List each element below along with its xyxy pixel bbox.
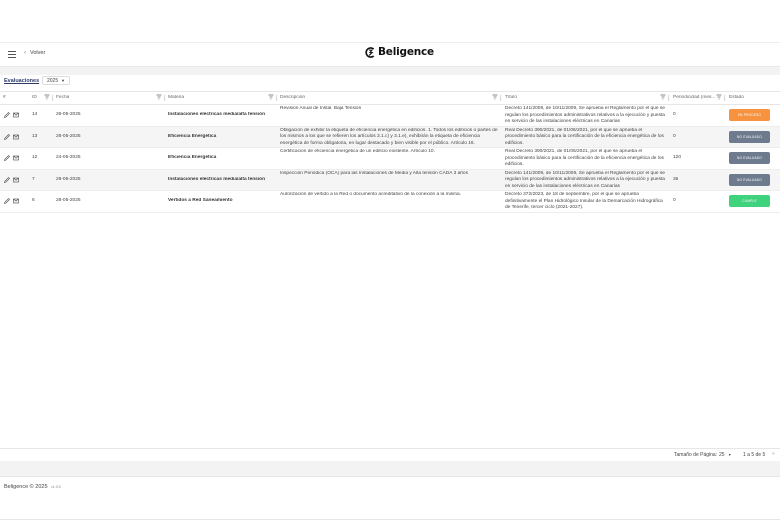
cell-id: 13 [32,133,38,139]
cell-materia: Instalaciones eléctricas media/alta tensión [168,112,266,117]
table-row[interactable] [0,170,780,192]
grid-header [0,92,780,105]
filter-icon[interactable] [44,94,50,100]
year-value: 2025 [47,77,59,84]
app-footer [0,476,780,520]
col-header-hash: # [3,95,6,100]
cell-id: 12 [32,155,38,160]
mail-icon[interactable] [13,198,19,204]
mail-icon[interactable] [13,177,19,183]
cell-titulo: Real Decreto 390/2021, de 01/06/2021, por el que se aprueba el procedimiento básico para la certificación de la eficiencia energética de los edificios. [505,127,664,146]
toolbar [0,75,780,91]
table-row[interactable] [0,148,780,170]
cell-fecha: 28-05-2025 [56,198,81,203]
chevron-down-icon: ▼ [61,78,65,83]
cell-titulo: Decreto 141/2009, de 10/11/2009, Se aprueba el Reglamento por el que se regulan los procedimientos administrativos relativos a la ejecución y puesta en servicio de las instalaciones eléctricas en Canarias [505,106,665,124]
cell-materia: Eficiencia Energética [168,133,217,139]
edit-icon[interactable] [4,112,10,118]
cell-id: 14 [32,112,38,117]
status-badge: NO EVALUADO [729,131,770,143]
cell-fecha: 29-05-2025 [56,176,81,182]
col-header-titulo[interactable]: Título [505,95,517,100]
page-size-value: 25 [719,452,725,458]
cell-descripcion: Autorización de vertido a la Red o documento acreditativo de la conexión a la misma. [280,192,462,197]
status-badge: CUMPLE [729,195,770,207]
col-header-fecha[interactable]: Fecha [56,95,70,100]
tab-evaluaciones[interactable]: Evaluaciones [4,78,40,84]
cell-materia: Vertidos a Red Saneamiento [168,198,233,203]
separator-band [0,67,780,75]
copyright-label: Beligence © 2025 [4,484,48,490]
version-label: v1.0.6 [51,485,61,489]
cell-id: 7 [32,176,35,182]
filter-icon[interactable] [492,94,498,100]
column-separator[interactable] [500,95,501,101]
cell-periodicidad: 120 [673,155,682,160]
cell-materia: Instalaciones eléctricas media/alta tensión [168,176,266,182]
cell-fecha: 26-05-2025 [56,133,81,139]
cell-descripcion: Obligación de exhibir la etiqueta de eficiencia energética en edificios. 1. Todos los edificios o partes de los mismos a los que se refieren los artículos 3.1.c) y 3.1.e), exhibirán la etiqueta de eficiencia energética de forma obligatoria, en lugar destacado y bien visible por el público. Artículo 16. [280,127,498,146]
cell-id: 6 [32,198,35,203]
logo-text: Beligence [378,46,434,58]
table-row[interactable] [0,127,780,149]
column-separator[interactable] [668,95,669,101]
cell-titulo: Decreto 372/2023, de 18 de septiembre, por el que se aprueba definitivamente el Plan Hidrológico Insular de la Demarcación Hidrográfica de Tenerife, tercer ciclo (2021-2027). [505,192,663,210]
cell-periodicidad: 0 [673,112,676,117]
edit-icon[interactable] [4,134,10,140]
cell-titulo: Real Decreto 390/2021, de 01/06/2021, por el que se aprueba el procedimiento básico para la certificación de la eficiencia energética de los edificios. [505,149,664,167]
next-page-icon[interactable]: » [772,451,775,457]
cell-descripcion: Revisión Anual de Instal. Baja Tensión [280,106,362,111]
top-strip [0,0,780,43]
table-row[interactable] [0,105,780,127]
edit-icon[interactable] [4,198,10,204]
cell-fecha: 24-05-2025 [56,155,81,160]
column-separator[interactable] [164,95,165,101]
status-badge: NO EVALUADO [729,174,770,186]
page-size-select[interactable] [719,452,731,458]
back-label: Volver [30,50,46,56]
mail-icon[interactable] [13,155,19,161]
filter-icon[interactable] [716,94,722,100]
col-header-estado[interactable]: Estado [729,95,744,100]
page-range: 1 a 5 de 5 [743,452,766,458]
separator-band [0,461,780,476]
column-separator[interactable] [52,95,53,101]
chevron-down-icon: ▼ [727,453,732,457]
pagination-bar [0,448,780,461]
column-separator[interactable] [276,95,277,101]
year-select[interactable] [42,76,70,85]
filter-icon[interactable] [156,94,162,100]
copyright-text [4,484,61,490]
table-row[interactable] [0,191,780,213]
menu-icon[interactable] [8,51,16,58]
filter-icon[interactable] [660,94,666,100]
col-header-periodicidad[interactable]: Periodicidad (mes... [673,95,715,100]
cell-periodicidad: 0 [673,198,676,203]
edit-icon[interactable] [4,155,10,161]
cell-descripcion: Certificación de eficiencia energética de un edificio existente. Artículo 10. [280,149,435,154]
chevron-left-icon: ‹ [24,50,26,56]
cell-titulo: Decreto 141/2009, de 10/11/2009, Se aprueba el Reglamento por el que se regulan los procedimientos administrativos relativos a la ejecución y puesta en servicio de las instalaciones eléctricas en Canarias [505,170,665,189]
back-button[interactable] [24,50,45,56]
cell-materia: Eficiencia Energética [168,155,217,160]
evaluations-grid [0,91,780,448]
col-header-descripcion[interactable]: Descripción [280,95,306,100]
logo [365,46,434,58]
cell-descripcion: Inspección Periódica (OCA) para las Instalaciones de Media y Alta tensión CADA 3 años [280,170,468,176]
edit-icon[interactable] [4,177,10,183]
cell-periodicidad: 0 [673,133,676,139]
app-header [0,43,780,67]
col-header-id[interactable]: ID [32,95,37,100]
column-separator[interactable] [724,95,725,101]
status-badge: NO EVALUADO [729,152,770,164]
cell-fecha: 26-05-2025 [56,112,81,117]
beligence-logo-icon [365,47,376,58]
mail-icon[interactable] [13,112,19,118]
cell-periodicidad: 36 [673,176,679,182]
status-badge: EN PROCESO [729,109,770,121]
filter-icon[interactable] [268,94,274,100]
mail-icon[interactable] [13,134,19,140]
col-header-materia[interactable]: Materia [168,95,184,100]
page-size-label: Tamaño de Página: [674,452,718,458]
